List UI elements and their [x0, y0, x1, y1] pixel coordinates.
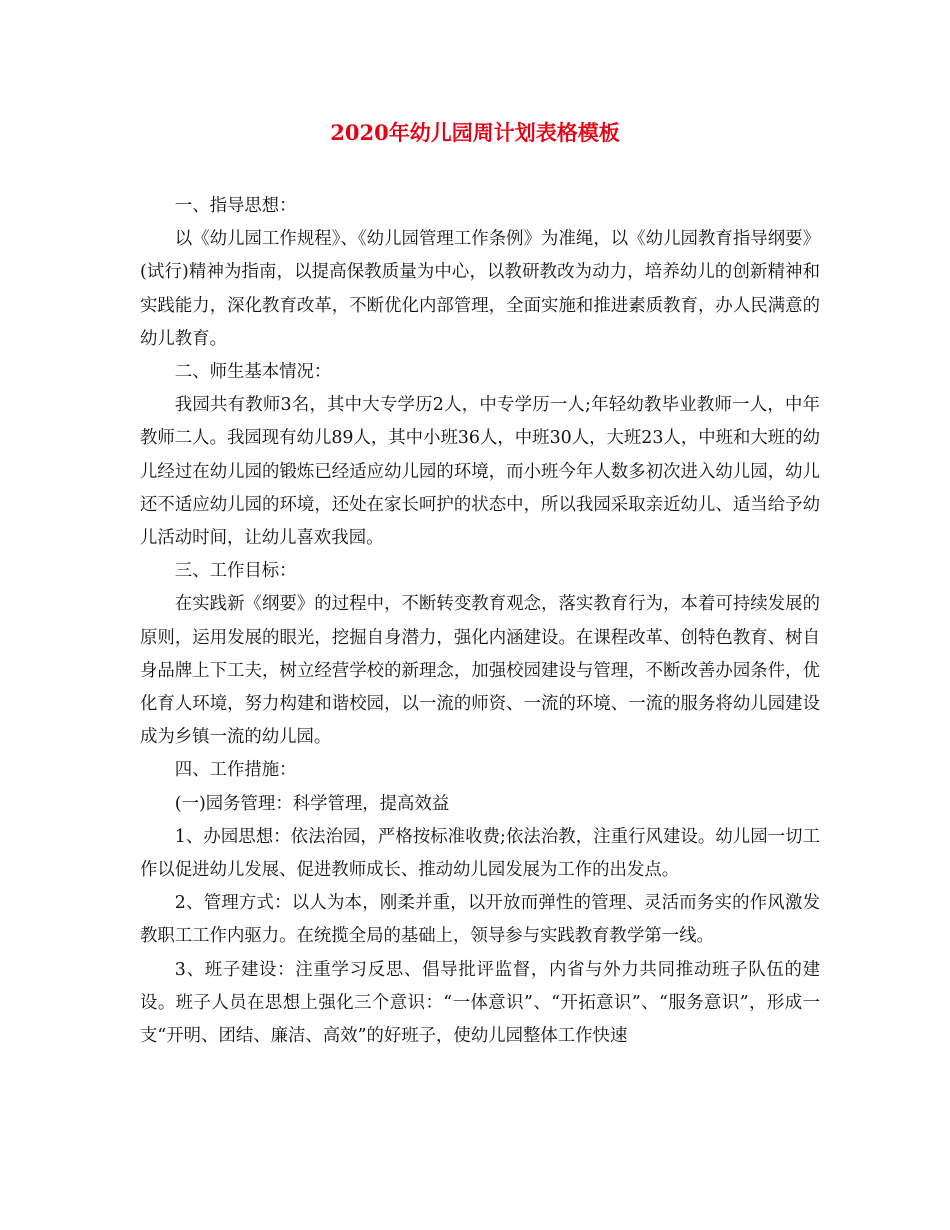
document-title: 2020年幼儿园周计划表格模板	[330, 120, 620, 145]
paragraph-work-goals: 在实践新《纲要》的过程中，不断转变教育观念，落实教育行为，本着可持续发展的原则，运用发展的眼光，挖掘自身潜力，强化内涵建设。在课程改革、创特色教育、树自身品牌上下工夫，树立经营学校的新理念，加强校园建设与管理，不断改善办园条件，优化育人环境，努力构建和谐校园，以一流的师资、一流的环境、一流的服务将幼儿园建设成为乡镇一流的幼儿园。	[140, 594, 820, 748]
heading-work-measures: 四、工作措施：	[174, 760, 297, 781]
paragraph-guiding-ideology: 以《幼儿园工作规程》、《幼儿园管理工作条例》为准绳，以《幼儿园教育指导纲要》(试行)精神为指南，以提高保教质量为中心，以教研教改为动力，培养幼儿的创新精神和实践能力，深化教育改革，不断优化内部管理，全面实施和推进素质教育，办人民满意的幼儿教育。	[140, 229, 820, 349]
paragraph-staff-students: 我园共有教师3名，其中大专学历2人，中专学历一人;年轻幼教毕业教师一人，中年教师二人。我园现有幼儿89人，其中小班36人，中班30人，大班23人，中班和大班的幼儿经过在幼儿园的锻炼已经适应幼儿园的环境，而小班今年人数多初次进入幼儿园，幼儿还不适应幼儿园的环境，还处在家长呵护的状态中，所以我园采取亲近幼儿、适当给予幼儿活动时间，让幼儿喜欢我园。	[140, 395, 820, 549]
document-body	[140, 190, 820, 1053]
paragraph-measure-1: 1、办园思想：依法治园，严格按标准收费;依法治教，注重行风建设。幼儿园一切工作以促进幼儿发展、促进教师成长、推动幼儿园发展为工作的出发点。	[140, 826, 820, 881]
paragraph-measure-2: 2、管理方式：以人为本，刚柔并重，以开放而弹性的管理、灵活而务实的作风激发教职工工作内驱力。在统揽全局的基础上，领导参与实践教育教学第一线。	[140, 893, 820, 947]
heading-guiding-ideology: 一、指导思想：	[174, 196, 297, 216]
heading-work-goals: 三、工作目标：	[174, 561, 297, 582]
heading-staff-students: 二、师生基本情况：	[174, 362, 332, 383]
subheading-management: (一)园务管理：科学管理，提高效益	[174, 793, 450, 814]
paragraph-measure-3: 3、班子建设：注重学习反思、倡导批评监督，内省与外力共同推动班子队伍的建设。班子人员在思想上强化三个意识：“一体意识”、“开拓意识”、“服务意识”，形成一支“开明、团结、廉洁、高效”的好班子，使幼儿园整体工作快速	[140, 959, 820, 1047]
